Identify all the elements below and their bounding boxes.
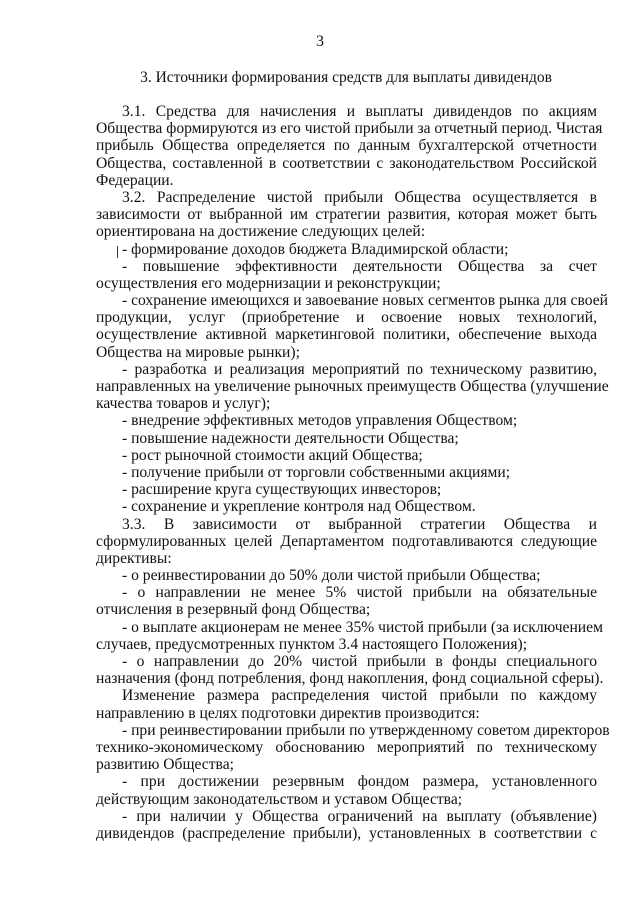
- text-line: действующим законодательством и уставом Общества;: [96, 790, 463, 808]
- text-line: - формирование доходов бюджета Владимирской области;: [122, 240, 509, 258]
- text-line: направленных на увеличение рыночных преимуществ Общества (улучшение: [96, 378, 609, 395]
- text-line: - о реинвестировании до 50% доли чистой прибыли Общества;: [122, 567, 541, 585]
- page-number: 3: [316, 33, 324, 50]
- text-line: - рост рыночной стоимости акций Общества;: [122, 446, 423, 464]
- text-line: - внедрение эффективных методов управления Обществом;: [122, 412, 518, 430]
- text-line: 3.1. Средства для начисления и выплаты дивидендов по акциям: [122, 103, 597, 120]
- text-line: сформулированных целей Департаментом подготавливаются следующие: [96, 532, 597, 550]
- text-line: Общества на мировые рынки);: [96, 343, 300, 361]
- text-line: прибыль Общества определяется по данным бухгалтерской отчетности: [96, 137, 597, 155]
- text-line: продукции, услуг (приобретение и освоение новых технологий,: [96, 309, 597, 327]
- text-line: директивы:: [96, 549, 172, 567]
- text-line: Общества формируются из его чистой прибыли за отчетный период. Чистая: [96, 120, 603, 138]
- text-line: - сохранение и укрепление контроля над Обществом.: [122, 498, 476, 516]
- text-line: - о выплате акционерам не менее 35% чистой прибыли (за исключением: [122, 618, 603, 636]
- margin-mark: [117, 246, 118, 258]
- section-body: [96, 103, 610, 842]
- text-line: ориентирована на достижение следующих целей:: [96, 223, 426, 241]
- text-line: - при реинвестировании прибыли по утвержденному советом директоров: [122, 721, 610, 739]
- text-line: назначения (фонд потребления, фонд накопления, фонд социальной сферы).: [96, 670, 604, 688]
- text-line: случаев, предусмотренных пунктом 3.4 настоящего Положения);: [96, 635, 528, 653]
- text-line: - разработка и реализация мероприятий по техническому развитию,: [122, 360, 597, 378]
- text-line: - сохранение имеющихся и завоевание новых сегментов рынка для своей: [122, 292, 608, 310]
- text-line: 3.2. Распределение чистой прибыли Общества осуществляется в: [122, 188, 597, 206]
- text-line: - о направлении до 20% чистой прибыли в фонды специального: [122, 653, 597, 670]
- text-line: - при наличии у Общества ограничений на выплату (объявление): [122, 807, 597, 825]
- text-line: - получение прибыли от торговли собственными акциями;: [122, 463, 511, 481]
- section-heading: 3. Источники формирования средств для выплаты дивидендов: [140, 69, 552, 86]
- text-line: Общества, составленной в соответствии с законодательством Российской: [96, 154, 597, 172]
- text-line: дивидендов (распределение прибыли), установленных в соответствии с: [96, 824, 597, 842]
- text-line: Изменение размера распределения чистой прибыли по каждому: [122, 687, 597, 705]
- text-line: направлению в целях подготовки директив производится:: [96, 704, 480, 722]
- text-line: - повышение надежности деятельности Общества;: [122, 429, 459, 447]
- text-line: - расширение круга существующих инвесторов;: [122, 481, 442, 499]
- text-line: осуществление активной маркетинговой политики, обеспечение выхода: [96, 326, 597, 344]
- text-line: отчисления в резервный фонд Общества;: [96, 601, 371, 619]
- text-line: Федерации.: [96, 171, 174, 189]
- text-line: - повышение эффективности деятельности Общества за счет: [122, 257, 597, 275]
- text-line: качества товаров и услуг);: [96, 395, 271, 413]
- text-line: технико-экономическому обоснованию мероприятий по техническому: [96, 738, 597, 756]
- text-line: - о направлении не менее 5% чистой прибыли на обязательные: [122, 584, 597, 602]
- text-line: развитию Общества;: [96, 756, 234, 774]
- text-line: осуществления его модернизации и реконструкции;: [96, 274, 441, 292]
- text-line: - при достижении резервным фондом размера, установленного: [122, 773, 597, 791]
- text-line: зависимости от выбранной им стратегии развития, которая может быть: [96, 206, 597, 224]
- text-line: 3.3. В зависимости от выбранной стратегии Общества и: [122, 515, 597, 533]
